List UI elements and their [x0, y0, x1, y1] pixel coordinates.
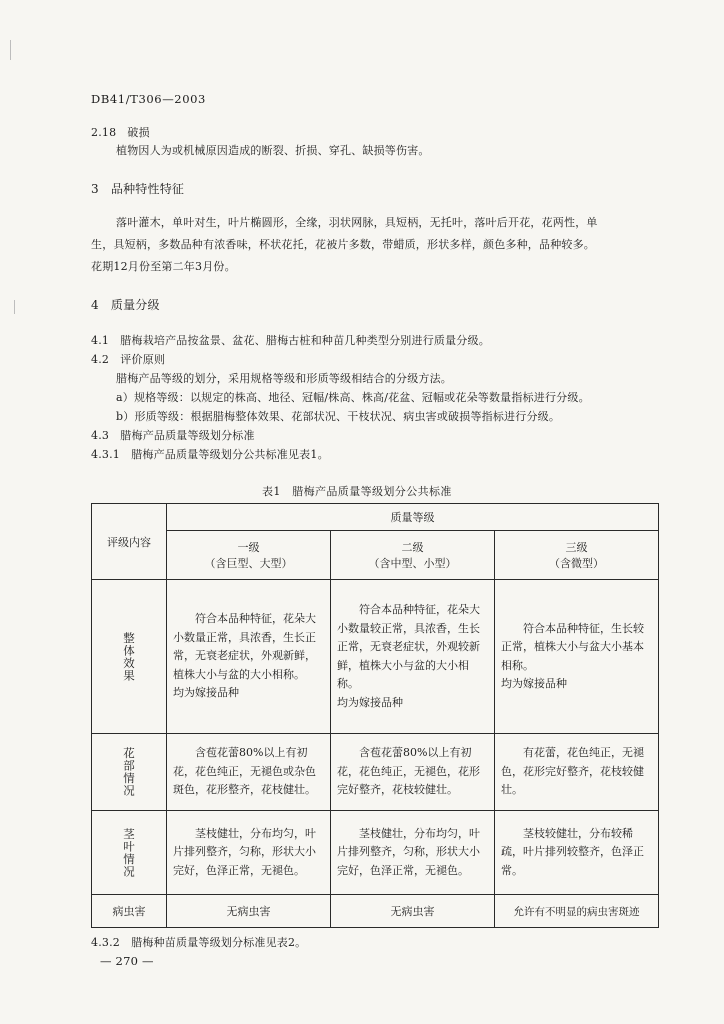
clause-4-2-body: 腊梅产品等级的划分，采用规格等级和形质等级相结合的分级方法。	[116, 372, 452, 385]
header-quality-grade: 质量等级	[167, 504, 659, 531]
section-number: 2.18	[91, 126, 117, 139]
section-title: 破损	[127, 126, 150, 139]
section-title: 品种特性特征	[110, 182, 185, 196]
section-4-heading	[91, 296, 160, 313]
row-label-flower-condition	[92, 734, 167, 811]
section-number: 3	[91, 182, 99, 196]
grade-name: 一级	[237, 541, 260, 554]
clause-4-2-item-b: b）形质等级：根据腊梅整体效果、花部状况、干枝状况、病虫害或破损等指标进行分级。	[116, 410, 561, 423]
table-cell	[331, 580, 495, 734]
row-label-text: 茎叶情况	[122, 827, 136, 878]
row-label-text: 花部情况	[122, 747, 136, 797]
cell-text: 符合本品种特征，花朵大小数量较正常，具浓香，生长正常，无衰老症状，外观较新鲜，植株大小与盆的大小相称。 均为嫁接品种	[337, 603, 480, 709]
grade-name: 三级	[565, 541, 588, 554]
row-label-stem-leaf-condition	[92, 811, 167, 895]
table-cell: 无病虫害	[331, 895, 495, 928]
clause-4-3-2: 4.3.2 腊梅种苗质量等级划分标准见表2。	[91, 936, 307, 949]
grade-2-header	[331, 531, 495, 580]
clause-4-3-1: 4.3.1 腊梅产品质量等级划分公共标准见表1。	[91, 448, 329, 461]
document-code-header: DB41/T306—2003	[91, 92, 206, 106]
grade-name: 二级	[401, 541, 424, 554]
grade-note: （含微型）	[549, 557, 604, 570]
table-cell	[331, 811, 495, 895]
clause-4-2-item-a: a）规格等级：以规定的株高、地径、冠幅/株高、株高/花盆、冠幅或花朵等数量指标进行分级。	[116, 391, 590, 404]
section-title: 质量分级	[110, 298, 160, 312]
cell-text: 含苞花蕾80%以上有初花，花色纯正，无褪色，花形完好整齐，花枝较健壮。	[337, 746, 480, 797]
table-cell	[167, 734, 331, 811]
table-cell: 允许有不明显的病虫害斑迹	[495, 895, 659, 928]
cell-text: 含苞花蕾80%以上有初花，花色纯正，无褪色或杂色斑色，花形整齐，花枝健壮。	[173, 746, 316, 797]
section-3-heading	[91, 180, 184, 197]
cell-text: 符合本品种特征，花朵大小数量正常，具浓香，生长正常，无衰老症状，外观新鲜，植株大小与盆的大小相称。 均为嫁接品种	[173, 612, 316, 700]
page-number: — 270 —	[100, 954, 154, 968]
section-3-line: 花期12月份至第二年3月份。	[91, 260, 236, 273]
grade-3-header	[495, 531, 659, 580]
grade-note: （含巨型、大型）	[204, 557, 293, 570]
clause-4-2: 4.2 评价原则	[91, 353, 166, 366]
table-cell	[495, 580, 659, 734]
scan-edge-mark	[14, 300, 15, 314]
row-label-overall-effect	[92, 580, 167, 734]
section-number: 4	[91, 298, 99, 312]
section-2-18-body: 植物因人为或机械原因造成的断裂、折损、穿孔、缺损等伤害。	[116, 144, 430, 157]
section-3-line: 落叶灌木，单叶对生，叶片椭圆形，全缘，羽状网脉，具短柄，无托叶，落叶后开花，花两性，单	[116, 216, 598, 229]
table-row	[92, 811, 659, 895]
grade-note: （含中型、小型）	[368, 557, 457, 570]
table-cell	[331, 734, 495, 811]
table-cell	[167, 811, 331, 895]
table-header-row	[92, 504, 659, 531]
table-row	[92, 895, 659, 928]
cell-text: 符合本品种特征，生长较正常，植株大小与盆大小基本相称。 均为嫁接品种	[501, 621, 644, 690]
row-label-text: 整体效果	[122, 631, 136, 682]
cell-text: 茎枝较健壮，分布较稀疏，叶片排列较整齐，色泽正常。	[501, 826, 644, 877]
table-cell	[495, 734, 659, 811]
table-grade-row	[92, 531, 659, 580]
section-2-18-heading	[91, 124, 150, 140]
table-cell	[495, 811, 659, 895]
table-1-title: 表1 腊梅产品质量等级划分公共标准	[262, 485, 452, 498]
header-assessment-item: 评级内容	[92, 504, 167, 580]
table-row	[92, 580, 659, 734]
table-cell: 无病虫害	[167, 895, 331, 928]
section-3-line: 生，具短柄，多数品种有浓香味，杯状花托，花被片多数，带蜡质，形状多样，颜色多种，品种较多。	[91, 238, 595, 251]
cell-text: 茎枝健壮，分布均匀，叶片排列整齐，匀称，形状大小完好，色泽正常，无褪色。	[337, 826, 480, 877]
table-row	[92, 734, 659, 811]
grade-1-header	[167, 531, 331, 580]
scan-edge-mark	[10, 40, 11, 60]
row-label-pests: 病虫害	[92, 895, 167, 928]
quality-grade-table	[91, 503, 659, 928]
clause-4-3: 4.3 腊梅产品质量等级划分标准	[91, 429, 255, 442]
cell-text: 茎枝健壮，分布均匀，叶片排列整齐，匀称，形状大小完好，色泽正常，无褪色。	[173, 826, 316, 877]
table-cell	[167, 580, 331, 734]
cell-text: 有花蕾，花色纯正，无褪色，花形完好整齐，花枝较健壮。	[501, 746, 644, 797]
clause-4-1: 4.1 腊梅栽培产品按盆景、盆花、腊梅古桩和种苗几种类型分别进行质量分级。	[91, 334, 490, 347]
